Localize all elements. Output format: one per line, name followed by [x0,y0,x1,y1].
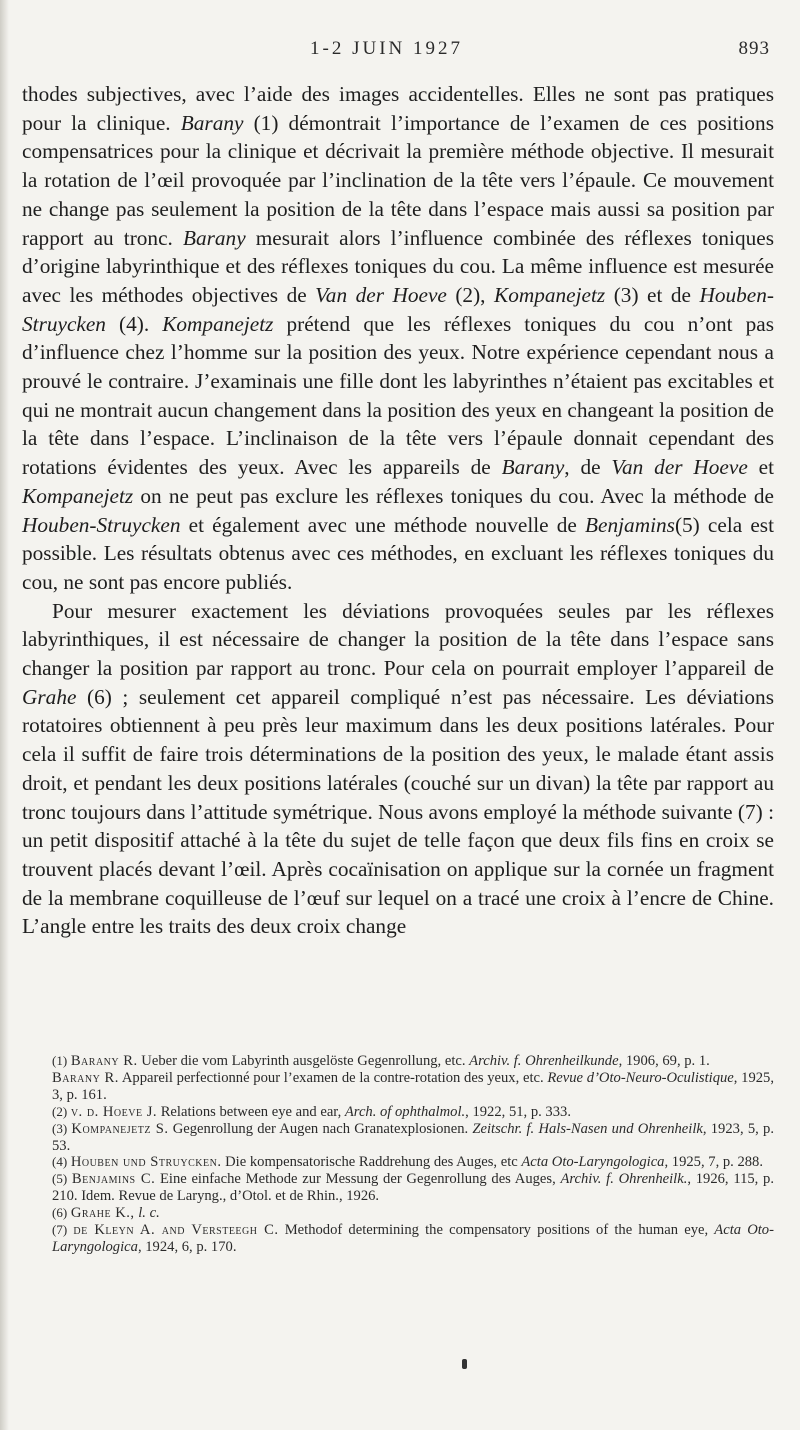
footnotes [22,1053,774,1256]
author-name: Houben-Struycken [22,282,774,336]
author-name: Barany [501,455,565,480]
author-name: Kompanejetz [22,483,134,508]
paragraph-1 [22,80,774,597]
footnote [22,1171,774,1205]
text-run: (4). [105,311,163,336]
paragraph-2 [22,597,774,941]
text-run: (5) cela est possible. Les résultats obtenus avec ces méthodes, en excluant les réflexes toniques du cou, ne sont pas encore publiés. [22,512,774,594]
footnote [22,1121,774,1155]
footnote-author: de Kleyn A. and Versteegh C. [73,1222,279,1239]
author-name: Barany [180,110,244,135]
footnote-number: (4) [52,1154,68,1170]
footnote-tail: , 1923, 5, p. 53. [52,1120,774,1154]
footnote-text: Methodof determining the compensatory positions of the human eye, [278,1222,715,1239]
footnote-text: Ueber die vom Labyrinth ausgelöste Gegenrollung, etc. [137,1053,470,1069]
footnote [22,1104,774,1121]
footnote [22,1070,774,1104]
footnote-journal: Archiv. f. Ohrenheilkunde [469,1053,619,1069]
footnote-tail: , 1925, 7, p. 288. [664,1154,763,1171]
text-run: (2), [446,282,494,307]
author-name: Kompanejetz [162,311,274,336]
footnote-text: Eine einfache Methode zur Messung der Gegenrollung des Auges, [155,1171,561,1188]
footnote [22,1154,774,1171]
footnote-author: Barany R. [52,1069,119,1086]
author-name: Kompanejetz [494,282,606,307]
page-edge-shadow [0,0,9,1430]
footnote-author: Grahe K., [70,1205,135,1222]
author-name: Barany [182,225,246,250]
text-run: , de [564,455,612,480]
footnote-tail: , 1924, 6, p. 170. [137,1238,237,1255]
text-run: thodes subjectives, avec l’aide des images accidentelles. Elles ne sont pas pratiques pour la clinique. [22,82,774,135]
header-date: 1-2 JUIN 1927 [310,38,463,59]
footnote-journal: Zeitschr. f. Hals-Nasen und Ohrenheilk [472,1120,703,1137]
footnote-journal: l. c. [138,1205,160,1222]
footnote-text: Relations between eye and ear, [157,1103,345,1120]
footnote-author: Barany R. [70,1053,138,1069]
author-name: Grahe [22,684,77,709]
footnote-tail: , 1925, 3, p. 161. [52,1069,774,1103]
footnote-number: (2) [52,1103,68,1119]
text-run: et [747,455,775,480]
footnote-author: v. d. Hoeve J. [70,1103,158,1120]
footnote-tail: , 1922, 51, p. 333. [465,1103,571,1120]
footnote-author: Houben und Struycken. [70,1154,222,1171]
footnote-number: (6) [52,1205,68,1221]
footnote-journal: Acta Oto-Laryngologica [52,1222,774,1255]
footnote-tail: , 1906, 69, p. 1. [618,1053,710,1069]
footnote-author: Benjamins C. [71,1171,156,1188]
footnote-journal: Arch. of ophthalmol. [344,1103,466,1120]
author-name: Houben-Struycken [22,512,181,537]
text-run: prétend que les réflexes toniques du cou n’ont pas d’influence chez l’homme sur la position des yeux. Notre expérience cependant nous a prouvé le contraire. J’examinais une fille dont les labyrinthes n’étaient pas excitables et qui ne montrait aucun changement dans la position des yeux en changeant la position de la tête dans l’espace. L’inclinaison de la tête vers l’épaule donnait cependant des rotations évidentes des yeux. Avec les appareils de [22,311,774,480]
page-header [0,38,800,68]
footnote [22,1205,774,1222]
footnote-text: Appareil perfectionné pour l’examen de la contre-rotation des yeux, etc. [118,1069,548,1086]
author-name: Van der Hoeve [315,282,447,307]
text-run: (6) ; seulement cet appareil compliqué n’est pas nécessaire. Les déviations rotatoires obtiennent à peu près leur maximum dans les deux positions latérales. Pour cela il suffit de faire trois déterminations de la position des yeux, le malade étant assis droit, et pendant les deux positions latérales (couché sur un divan) la tête par rapport au tronc toujours dans l’attitude symétrique. Nous avons employé la méthode suivante (7) : un petit dispositif attaché à la tête du sujet de telle façon que deux fils fins en croix se trouvent placés devant l’œil. Après cocaïnisation on applique sur la cornée un fragment de la membrane coquilleuse de l’œuf sur lequel on a tracé une croix à l’encre de Chine. L’angle entre les traits des deux croix change [22,684,774,939]
footnote-tail: , 1926, 115, p. 210. Idem. Revue de Laryng., d’Otol. et de Rhin., 1926. [52,1171,775,1205]
text-run: (1) démontrait l’importance de l’examen de ces positions compensatrices pour la clinique et décrivait la première méthode objective. Il mesurait la rotation de l’œil provoquée par l’inclination de la tête vers l’épaule. Ce mouvement ne change pas seulement la position de la tête dans l’espace mais aussi sa position par rapport au tronc. [22,110,774,250]
text-run: et également avec une méthode nouvelle de [180,512,586,537]
footnote-journal: Revue d’Oto-Neuro-Oculistique [547,1069,734,1086]
body-text [22,80,774,941]
page-number: 893 [738,38,770,59]
author-name: Benjamins [585,512,675,537]
footnote [22,1053,774,1070]
text-run: on ne peut pas exclure les réflexes toniques du cou. Avec la méthode de [133,483,774,508]
footnote-number: (5) [52,1171,68,1187]
footnote-journal: Acta Oto-Laryngologica [521,1154,665,1171]
footnote-number: (1) [52,1053,68,1068]
ink-mark [462,1359,467,1369]
footnote-number: (7) [52,1222,68,1238]
author-name: Van der Hoeve [611,455,748,480]
text-run: mesurait alors l’influence combinée des réflexes toniques d’origine labyrinthique et des réflexes toniques du cou. La même influence est mesurée avec les méthodes objectives de [22,225,774,307]
text-run: (3) et de [605,282,700,307]
footnote [22,1222,774,1256]
footnote-author: Kompanejetz S. [71,1120,169,1137]
footnote-number: (3) [52,1120,68,1136]
text-run: Pour mesurer exactement les déviations provoquées seules par les réflexes labyrinthiques, il est nécessaire de changer la position de la tête dans l’espace sans changer la position par rapport au tronc. Pour cela on pourrait employer l’appareil de [22,598,774,681]
footnote-text: Die kompensatorische Raddrehung des Auges, etc [221,1154,522,1171]
footnote-journal: Archiv. f. Ohrenheilk. [560,1171,688,1188]
footnote-text: Gegenrollung der Augen nach Granatexplosionen. [168,1120,473,1137]
